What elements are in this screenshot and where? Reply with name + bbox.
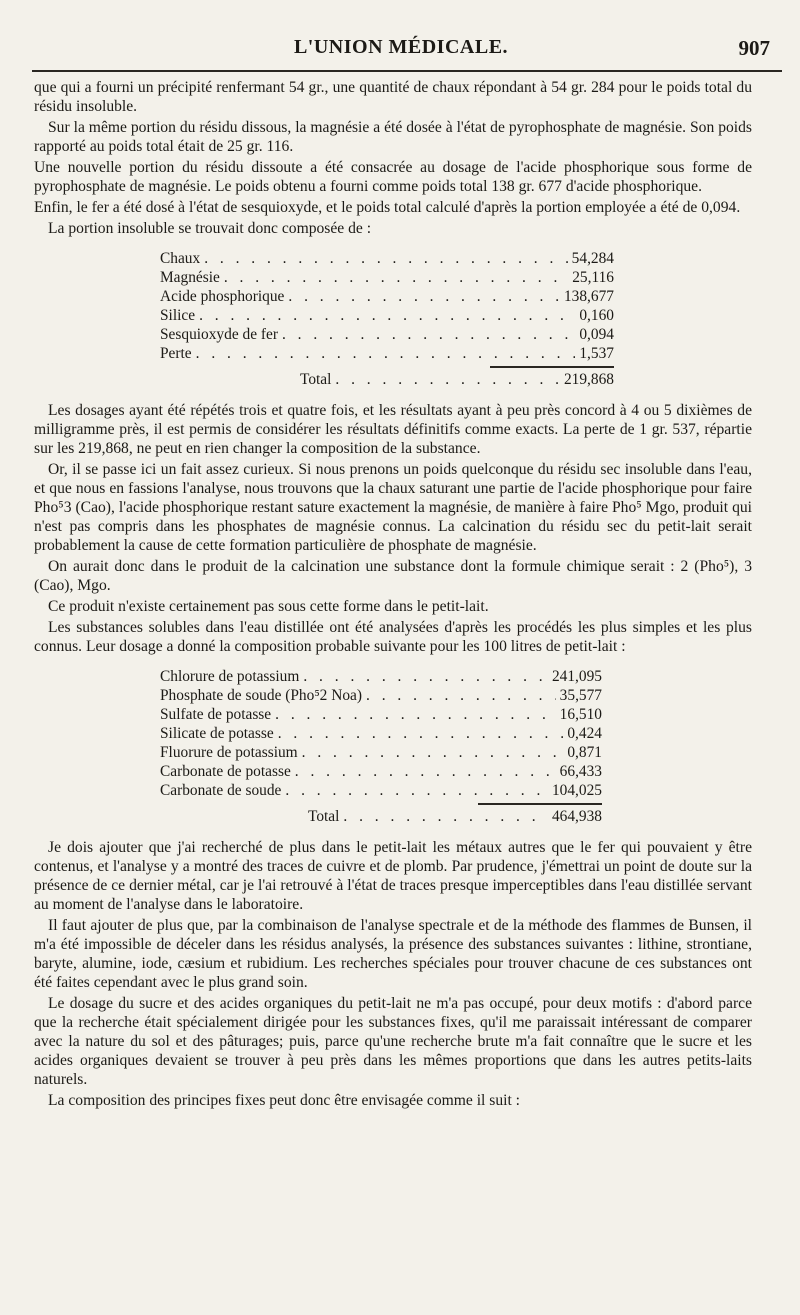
table-row <box>160 762 602 781</box>
row-label: Sesquioxyde de fer <box>160 326 278 343</box>
table-row <box>160 686 602 705</box>
total-label: Total <box>308 808 340 825</box>
composition-table-insoluble <box>160 249 614 389</box>
paragraph: Ce produit n'existe certainement pas sous cette forme dans le petit-lait. <box>48 598 489 615</box>
row-label: Silice <box>160 307 196 324</box>
table-row <box>160 724 602 743</box>
total-value: 464,938 <box>551 808 602 825</box>
paragraph: La portion insoluble se trouvait donc composée de : <box>48 220 372 237</box>
header-rule <box>32 70 782 72</box>
total-row <box>308 807 602 826</box>
paragraph: La composition des principes fixes peut donc être envisagée comme il suit : <box>48 1092 521 1109</box>
row-label: Phosphate de soude (Pho⁵2 Noa) <box>160 687 362 704</box>
paragraph: Les substances solubles dans l'eau distillée ont été analysées d'après les procédés les plus simples et les plus connus. Leur dosage a donné la composition probable suivante pour les 100 litres de petit-lait : <box>34 619 752 655</box>
paragraph: Je dois ajouter que j'ai recherché de plus dans le petit-lait les métaux autres que le fer qui pouvaient y être contenus, et l'analyse y a montré des traces de cuivre et de plomb. Par prudence, j'émettrai un point de doute sur la présence de ce dernier métal, car je l'ai retrouvé à l'état de traces presque imperceptibles dans l'eau distillée servant au moment de l'analyse dans le laboratoire. <box>34 839 752 913</box>
article-body <box>34 78 752 1112</box>
paragraph: Il faut ajouter de plus que, par la combinaison de l'analyse spectrale et de la méthode des flammes de Bunsen, il m'a été impossible de déceler dans les résidus analysés, la présence des substances suivantes : lithine, strontiane, baryte, alumine, iode, cæsium et rubidium. Les recherches spéciales pour trouver chacune de ces substances ont été faites cependant avec le plus grand soin. <box>34 917 752 991</box>
row-label: Silicate de potasse <box>160 725 274 742</box>
row-label: Acide phosphorique <box>160 288 285 305</box>
row-value: 0,094 <box>579 326 614 343</box>
row-label: Carbonate de soude <box>160 782 282 799</box>
table-row <box>160 743 602 762</box>
row-value: 0,871 <box>567 744 602 761</box>
paragraph: que qui a fourni un précipité renfermant 54 gr., une quantité de chaux répondant à 54 gr. 284 pour le poids total du résidu insoluble. <box>34 79 752 115</box>
row-label: Chlorure de potassium <box>160 668 300 685</box>
paragraph: Une nouvelle portion du résidu dissoute a été consacrée au dosage de l'acide phosphorique sous forme de pyrophosphate de magnésie. Le poids obtenu a fourni comme poids total 138 gr. 677 d'acide phosphorique. <box>34 159 752 195</box>
row-value: 0,160 <box>579 307 614 324</box>
paragraph: On aurait donc dans le produit de la calcination une substance dont la formule chimique serait : 2 (Pho⁵), 3 (Cao), Mgo. <box>34 558 752 594</box>
total-value: 219,868 <box>563 371 614 388</box>
row-value: 54,284 <box>571 250 614 267</box>
page-number: 907 <box>738 36 770 60</box>
row-value: 25,116 <box>572 269 614 286</box>
row-value: 66,433 <box>559 763 602 780</box>
row-label: Chaux <box>160 250 201 267</box>
sum-rule <box>478 803 602 805</box>
table-row <box>160 781 602 800</box>
row-label: Carbonate de potasse <box>160 763 291 780</box>
paragraph: Or, il se passe ici un fait assez curieux. Si nous prenons un poids quelconque du résidu sec insoluble dans l'eau, et que nous en fassions l'analyse, nous trouvons que la chaux saturant une partie de l'acide phosphorique pour faire Pho⁵3 (Cao), l'acide phosphorique restant sature exactement la magnésie, de manière à faire Pho⁵ Mgo, produit qui n'est pas compris dans les phosphates de magnésie connus. La calcination du résidu sec du petit-lait serait probablement la cause de cette formation particulière de phosphate de magnésie. <box>34 461 752 554</box>
paragraph: Les dosages ayant été répétés trois et quatre fois, et les résultats ayant à peu près concord à 4 ou 5 dixièmes de milligramme près, il est permis de considérer les résultats définitifs comme exacts. La perte de 1 gr. 537, répartie sur les 219,868, ne peut en rien changer la composition de la substance. <box>34 402 752 457</box>
sum-rule <box>490 366 614 368</box>
table-row <box>160 249 614 268</box>
table-row <box>160 344 614 363</box>
row-value: 0,424 <box>567 725 602 742</box>
page-header <box>32 36 770 68</box>
total-label: Total <box>300 371 332 388</box>
running-title: L'UNION MÉDICALE. <box>293 36 509 58</box>
paragraph: Enfin, le fer a été dosé à l'état de sesquioxyde, et le poids total calculé d'après la portion employée a été de 0,094. <box>34 199 741 216</box>
paragraph: Le dosage du sucre et des acides organiques du petit-lait ne m'a pas occupé, pour deux motifs : d'abord parce que la recherche était spécialement dirigée pour les substances fixes, qu'il me paraissait intéressant de comparer avec la nature du sol et des pâturages; puis, parce qu'une recherche brute m'a fait connaître que le sucre et les acides organiques devaient se trouver à peu près dans les mêmes proportions que dans les autres petits-laits naturels. <box>34 995 752 1088</box>
row-label: Sulfate de potasse <box>160 706 272 723</box>
row-value: 138,677 <box>563 288 614 305</box>
paragraph: Sur la même portion du résidu dissous, la magnésie a été dosée à l'état de pyrophosphate de magnésie. Son poids rapporté au poids total était de 25 gr. 116. <box>34 119 752 155</box>
table-row <box>160 325 614 344</box>
row-value: 1,537 <box>579 345 614 362</box>
table-row <box>160 306 614 325</box>
row-label: Magnésie <box>160 269 220 286</box>
composition-table-soluble <box>160 667 602 826</box>
row-label: Perte <box>160 345 192 362</box>
total-row <box>300 370 614 389</box>
row-label: Fluorure de potassium <box>160 744 298 761</box>
table-row <box>160 667 602 686</box>
row-value: 104,025 <box>551 782 602 799</box>
table-row <box>160 268 614 287</box>
row-value: 241,095 <box>551 668 602 685</box>
table-row <box>160 287 614 306</box>
row-value: 35,577 <box>559 687 602 704</box>
table-row <box>160 705 602 724</box>
row-value: 16,510 <box>559 706 602 723</box>
